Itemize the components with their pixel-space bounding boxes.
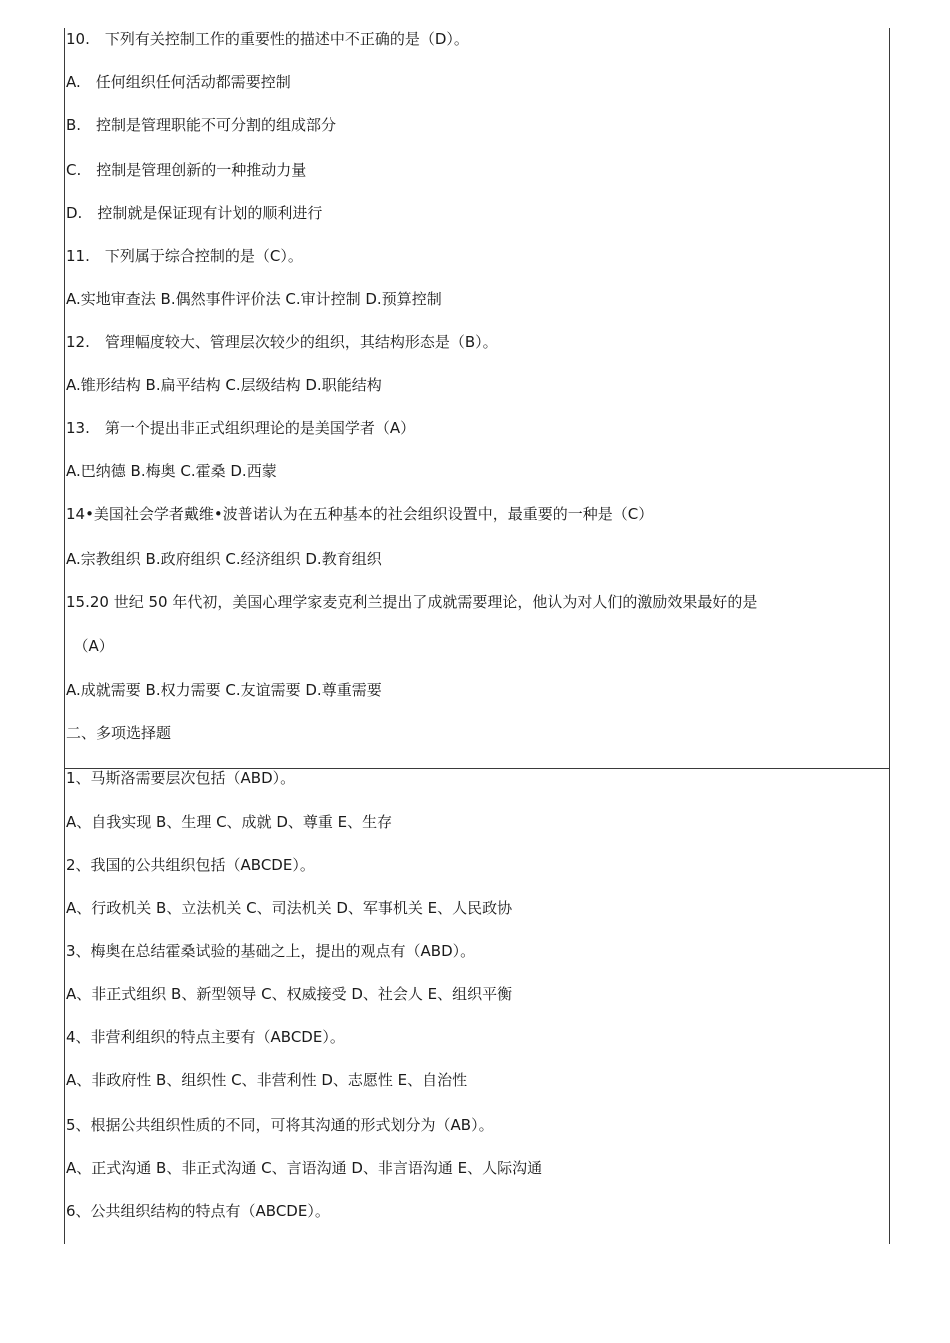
options-11: A.实地审查法 B.偶然事件评价法 C.审计控制 D.预算控制 bbox=[66, 290, 442, 308]
mc-options-5: A、正式沟通 B、非正式沟通 C、言语沟通 D、非言语沟通 E、人际沟通 bbox=[66, 1159, 543, 1177]
mc-question-6: 6、公共组织结构的特点有（ABCDE）。 bbox=[66, 1202, 330, 1220]
question-15-answer: （A） bbox=[66, 637, 114, 655]
question-14: 14•美国社会学者戴维•波普诺认为在五种基本的社会组织设置中，最重要的一种是（C） bbox=[66, 505, 654, 523]
options-12: A.锥形结构 B.扁平结构 C.层级结构 D.职能结构 bbox=[66, 376, 382, 394]
mc-options-2: A、行政机关 B、立法机关 C、司法机关 D、军事机关 E、人民政协 bbox=[66, 899, 513, 917]
option-10-b: B. 控制是管理职能不可分割的组成部分 bbox=[66, 116, 337, 134]
mc-question-2: 2、我国的公共组织包括（ABCDE）。 bbox=[66, 856, 315, 874]
options-14: A.宗教组织 B.政府组织 C.经济组织 D.教育组织 bbox=[66, 550, 382, 568]
mc-question-4: 4、非营利组织的特点主要有（ABCDE）。 bbox=[66, 1028, 345, 1046]
question-10: 10. 下列有关控制工作的重要性的描述中不正确的是（D）。 bbox=[66, 30, 469, 48]
mc-question-1: 1、马斯洛需要层次包括（ABD）。 bbox=[66, 769, 296, 787]
question-12: 12. 管理幅度较大、管理层次较少的组织，其结构形态是（B）。 bbox=[66, 333, 498, 351]
table-right-border bbox=[889, 28, 890, 1244]
section-heading-multiple-choice: 二、多项选择题 bbox=[66, 724, 172, 742]
table-left-border bbox=[64, 28, 65, 1244]
mc-options-1: A、自我实现 B、生理 C、成就 D、尊重 E、生存 bbox=[66, 813, 393, 831]
mc-question-3: 3、梅奥在总结霍桑试验的基础之上，提出的观点有（ABD）。 bbox=[66, 942, 476, 960]
option-10-a: A. 任何组织任何活动都需要控制 bbox=[66, 73, 291, 91]
mc-options-3: A、非正式组织 B、新型领导 C、权威接受 D、社会人 E、组织平衡 bbox=[66, 985, 513, 1003]
question-13: 13. 第一个提出非正式组织理论的是美国学者（A） bbox=[66, 419, 416, 437]
option-10-d: D. 控制就是保证现有计划的顺利进行 bbox=[66, 204, 323, 222]
mc-question-5: 5、根据公共组织性质的不同，可将其沟通的形式划分为（AB）。 bbox=[66, 1116, 494, 1134]
question-15: 15.20 世纪 50 年代初，美国心理学家麦克利兰提出了成就需要理论，他认为对人们的激励效果最好的是 bbox=[66, 593, 758, 611]
question-11: 11. 下列属于综合控制的是（C）。 bbox=[66, 247, 303, 265]
option-10-c: C. 控制是管理创新的一种推动力量 bbox=[66, 161, 307, 179]
options-13: A.巴纳德 B.梅奥 C.霍桑 D.西蒙 bbox=[66, 462, 277, 480]
mc-options-4: A、非政府性 B、组织性 C、非营利性 D、志愿性 E、自治性 bbox=[66, 1071, 468, 1089]
options-15: A.成就需要 B.权力需要 C.友谊需要 D.尊重需要 bbox=[66, 681, 382, 699]
